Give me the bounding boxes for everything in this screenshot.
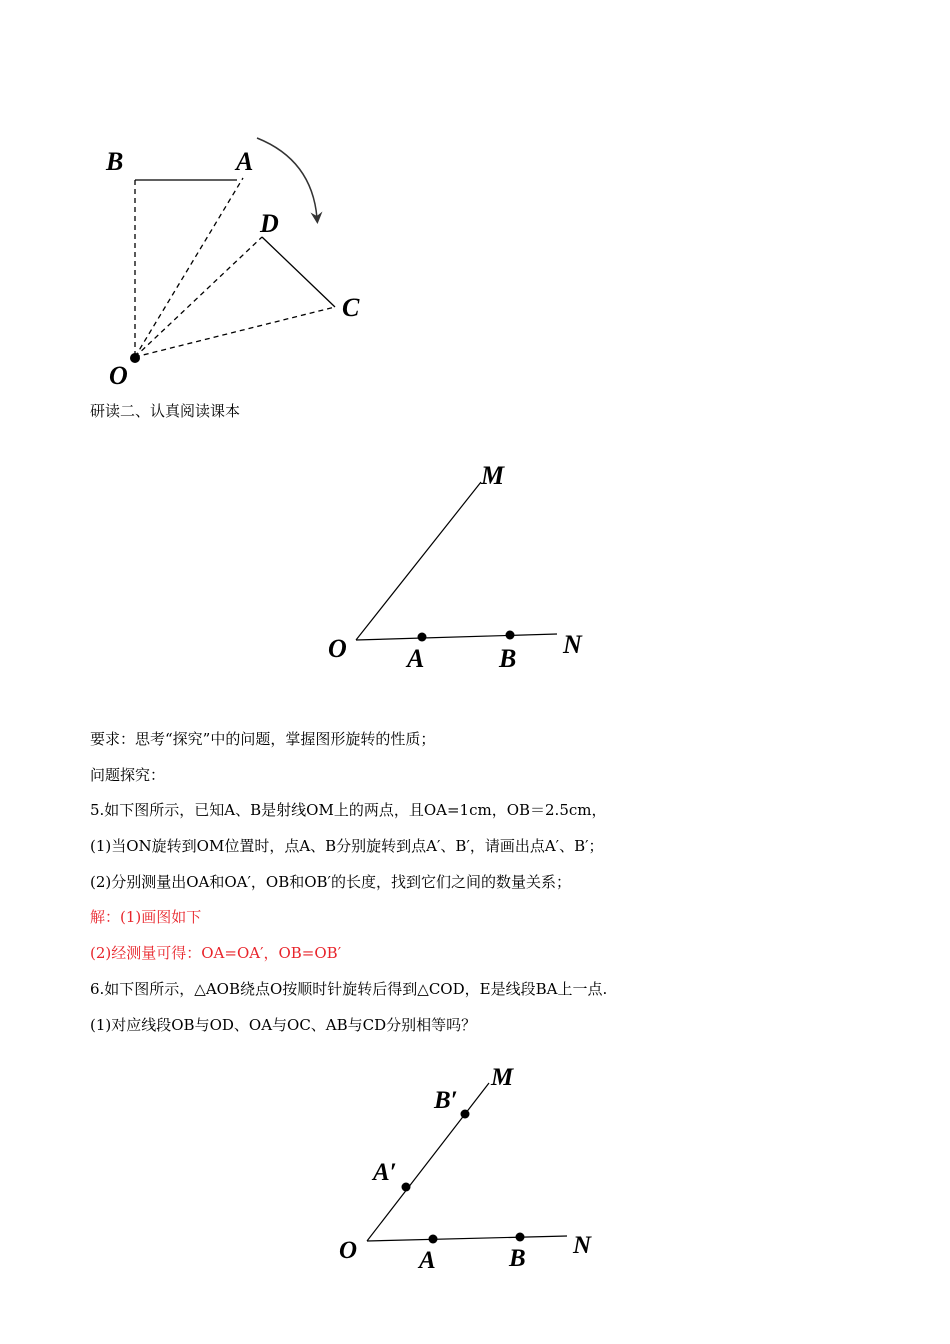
point-A: [429, 1235, 438, 1244]
label-B: B: [499, 644, 517, 673]
label-O: O: [328, 634, 347, 663]
question-6: 6.如下图所示，△AOB绕点O按顺时针旋转后得到△COD，E是线段BA上一点.: [90, 980, 608, 998]
label-B-prime: B′: [434, 1087, 458, 1114]
question-5-part-2: (2)分别测量出OA和OA′，OB和OB′的长度，找到它们之间的数量关系；: [90, 873, 571, 891]
question-6-part-1: (1)对应线段OB与OD、OA与OC、AB与CD分别相等吗？: [90, 1016, 477, 1034]
ray-ON: [367, 1236, 567, 1241]
label-A: A: [419, 1247, 436, 1274]
label-A: A: [236, 147, 254, 176]
inquiry-heading: 问题探究：: [90, 766, 166, 784]
label-C: C: [342, 293, 360, 322]
label-O: O: [109, 361, 128, 390]
answer-part-1: 解：(1)画图如下: [90, 908, 202, 926]
label-N: N: [573, 1232, 592, 1259]
label-B: B: [106, 147, 124, 176]
question-5: 5.如下图所示，已知A、B是射线OM上的两点，且OA=1cm，OB＝2.5cm，: [90, 801, 607, 819]
label-B: B: [509, 1245, 526, 1272]
label-A: A: [407, 644, 425, 673]
label-M: M: [491, 1064, 514, 1091]
section-heading: 研读二、认真阅读课本: [90, 402, 241, 420]
label-A-prime: A′: [373, 1159, 397, 1186]
question-5-part-1: (1)当ON旋转到OM位置时，点A、B分别旋转到点A′、B′，请画出点A′、B′；: [90, 837, 604, 855]
label-M: M: [481, 461, 505, 490]
point-B: [516, 1233, 525, 1242]
requirement-text: 要求：思考“探究”中的问题，掌握图形旋转的性质；: [90, 730, 436, 748]
point-B-prime: [461, 1110, 470, 1119]
label-N: N: [563, 630, 582, 659]
answer-part-2: (2)经测量可得：OA=OA′，OB=OB′: [90, 944, 342, 962]
label-D: D: [260, 209, 279, 238]
label-O: O: [339, 1237, 358, 1264]
point-A-prime: [402, 1183, 411, 1192]
